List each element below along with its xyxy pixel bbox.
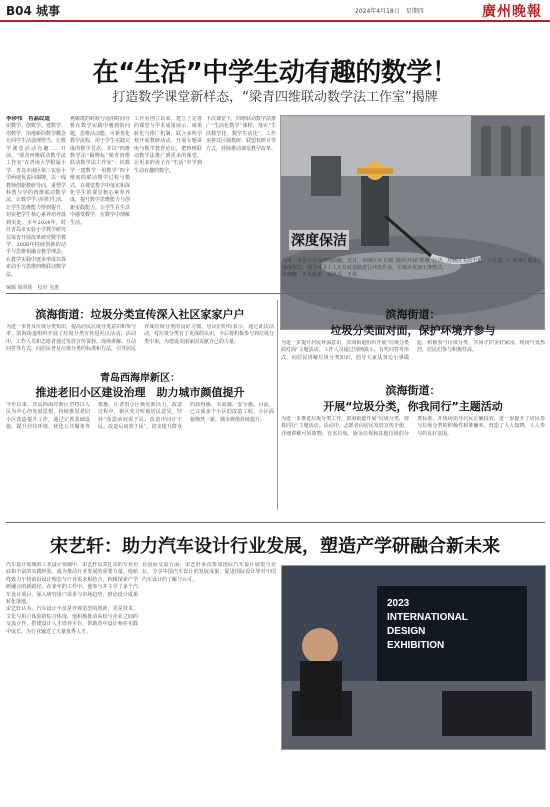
lead-byline: 李珍伟 肖晶纹道 — [6, 116, 51, 122]
divider-bottom — [6, 522, 545, 523]
exhibition-text-3: DESIGN — [387, 626, 426, 637]
story3-text — [6, 402, 274, 502]
lead-col-4 — [206, 116, 276, 282]
story4-text-body: 为进一步提升居民环保意识，滨海街道组织开展“垃圾分类面对面”主题活动。工作人员通过现场演示、有奖问答等形式，向居民讲解垃圾分类知识，倡导大家从身边小事做起，积极参与垃圾分类，共同守护美好家园。现场气氛热烈，居民们参与积极性高。 — [281, 340, 545, 361]
story6-text-c: 在国际交流方面，宋艺轩多次参加国际汽车设计展览与论坛，分享中国汽车设计的发展成果，促进国际设计界对中国汽车设计的了解与认可。 — [142, 562, 276, 583]
divider-top — [6, 293, 545, 294]
editor-credit: 编辑 梁翠娇 校对 吴惠 — [6, 285, 60, 291]
street-photo-illustration — [281, 116, 545, 330]
lead-col-2 — [70, 116, 130, 282]
lead-text-c: 工作室创立以来，建立了完善的课堂与学术成果展示、成果转化与推广机制，联合多所学校开展教研活动，开展专题讲座与数学教育论坛，把四维联动数学法推广到更多的课堂，让更多的孩子在“生活”中学到生动有趣的数学。 — [134, 116, 202, 174]
exhibition-text-4: EXHIBITION — [387, 640, 445, 651]
story3-headline: 青岛西海岸新区： — [100, 373, 180, 384]
exhibition-text-1: 2023 — [387, 598, 410, 609]
story6-headline: 宋艺轩：助力汽车设计行业发展，塑造产学研融合新未来 — [50, 536, 500, 557]
exhibition-photo-illustration — [282, 566, 546, 750]
lead-text-a: 识数学、创数学、建数学、用数学，用地新的数学概念让同学生活造理得当，让数学课堂活动有趣……日前，“梁青四维联动数学法工作室”在青南大学附属小学、青岛市南区第三实验小学两地负责回揭牌。以一线教师创新教研导向，重塑学科教与学的四维联动数学法，让数学学习回归生活，让学生思维能力得到提升，切实把学生核心素养培养落到实处。本年2024年，时任青岛市实验小学教学研究员梁青开展改革研究数学教学，2008年持续创新的动手与思维相融合教学理念，在教学实践中逐步形成以探索动手与思维四维联动数学法。 — [6, 123, 66, 278]
issue-date: 2024年4月18日 星期四 — [355, 8, 424, 15]
lead-col-3 — [134, 116, 202, 282]
story6-text-a: 汽车设计领域的工业设计领域中，宋艺轩以其扎实的专业功底和丰富的实践经验，成为推动行业发展的重要力量。他始终致力于将前沿设计理念与产业需求相结合，积极探索产学研融合的新路径。在多年的工作中，他参与并主导了多个汽车设计项目，深入研究用户需求与市场趋势，推动设计成果转化落地。 — [6, 562, 138, 606]
story4-headline-2: 垃圾分类面对面，保护环境齐参与 — [330, 324, 496, 337]
photo-design-exhibition — [281, 565, 546, 750]
story4-headline: 滨海街道： — [385, 308, 441, 321]
photo-credit: 张晓鹏 青岛报道 通讯员 王伟 — [282, 272, 358, 278]
story2-headline: 滨海街道：垃圾分类宣传深入社区家家户户 — [35, 308, 245, 321]
photo-title: 深度保洁 — [289, 230, 349, 250]
story5-headline-2: 开展“垃圾分类，你我同行”主题活动 — [323, 400, 503, 413]
story6-text-b: 宋艺轩认为，汽车设计不仅是外观造型的创新，更是技术、文化与用户体验的综合体现。他积极推动高校与企业之间的交流合作，搭建设计人才培养平台，帮助青年设计师在实践中成长，为行业输送了大量优秀人才。 — [6, 606, 138, 635]
section-label: B04 城事 — [6, 4, 61, 18]
story2-text-body: 为进一步普及垃圾分类知识，提高居民垃圾分类意识和参与率，滨海街道组织开展了垃圾分类宣传进社区活动。活动中，工作人员和志愿者通过发放宣传资料、现场讲解、互动问答等方式，向居民普及垃圾分类的标准和方法，引导居民养成垃圾分类的良好习惯。居民们纷纷表示，通过此次活动，对垃圾分类有了更深的认识，今后将积极参与到垃圾分类中来，为建设美丽家园贡献自己的力量。 — [6, 324, 274, 353]
story5-headline: 滨海街道： — [385, 384, 441, 397]
masthead — [0, 0, 550, 22]
lead-col-1 — [6, 116, 66, 282]
paper-logo: 廣州晚報 — [482, 4, 542, 20]
story6-col-1 — [6, 562, 138, 802]
photo-caption-text: 为进一步提升市容环境面貌，近日，市南区环卫部门组织开展“洗城”行动，对辖区主次干道、人行道、广场等区域进行深度保洁。图为环卫工人正在对道路进行冲洗作业，让城市更加干净整洁。 — [282, 258, 543, 271]
photo-street-cleaning — [280, 115, 545, 330]
story5-text-body: 为进一步推进垃圾分类工作，滨海街道开展“垃圾分类，你我同行”主题活动。活动中，志愿者向居民发放宣传手册，详细讲解可回收物、有害垃圾、厨余垃圾和其他垃圾的分类标准，并现场指导居民正确投放，进一步提升了居民参与垃圾分类的积极性和准确率，营造了人人知晓、人人参与的良好氛围。 — [281, 416, 545, 437]
photo-caption — [282, 258, 544, 279]
lead-headline: 在“生活”中学生动有趣的数学！ — [92, 58, 458, 88]
exhibition-text-2: INTERNATIONAL — [387, 612, 468, 623]
story4-text — [281, 340, 545, 378]
story3-headline-2: 推进老旧小区建设治理 助力城市颜值提升 — [35, 386, 245, 399]
lead-subhead: 打造数学课堂新样态，“梁青四维联动数学法工作室”揭牌 — [112, 90, 438, 105]
lead-text-d: 下次课堂下，四维联动数学法推广“生活化数学”课程，落实“生活数学化、数学生活化”。工作室将以区域教研、联盟校研讨等方式，持续推动课堂教学改革。 — [206, 116, 276, 152]
column-divider — [277, 300, 278, 510]
story2-text — [6, 324, 274, 364]
story5-text — [281, 416, 545, 511]
lead-text-b: 燕姬群的时候与适用时间分析在数学实践中遇到的问题，思维活动能、可新优化教学流程，用于学生实践完成的数学首次，并以“四维数学法”揭牌标“梁青四维联动数学法工作室”：识数学一建数学一用数学“四个维度的联动教学过程与模式，在课堂教学中落实和深化学生的课堂核心素养养成，提升数学思维能力与创新实践能力，让学生在生活中感受数学，在数学中理解生活。 — [70, 116, 130, 226]
story6-col-2 — [142, 562, 276, 802]
story3-text-body: 今年以来，青岛西海岸新区坚持以人民为中心的发展思想，持续推进老旧小区改造提升工作，通过完善基础设施、提升居住环境、优化公共服务等措施，让老旧小区焕发新活力。改造过程中，新区充分听取居民意见，坚持“改造前问需于民、改造中问计于民、改造后问效于民”，切实提升群众的获得感、幸福感、安全感。目前，已完成多个小区的改造工程，小区面貌焕然一新，城市颜值持续提升。 — [6, 402, 274, 431]
